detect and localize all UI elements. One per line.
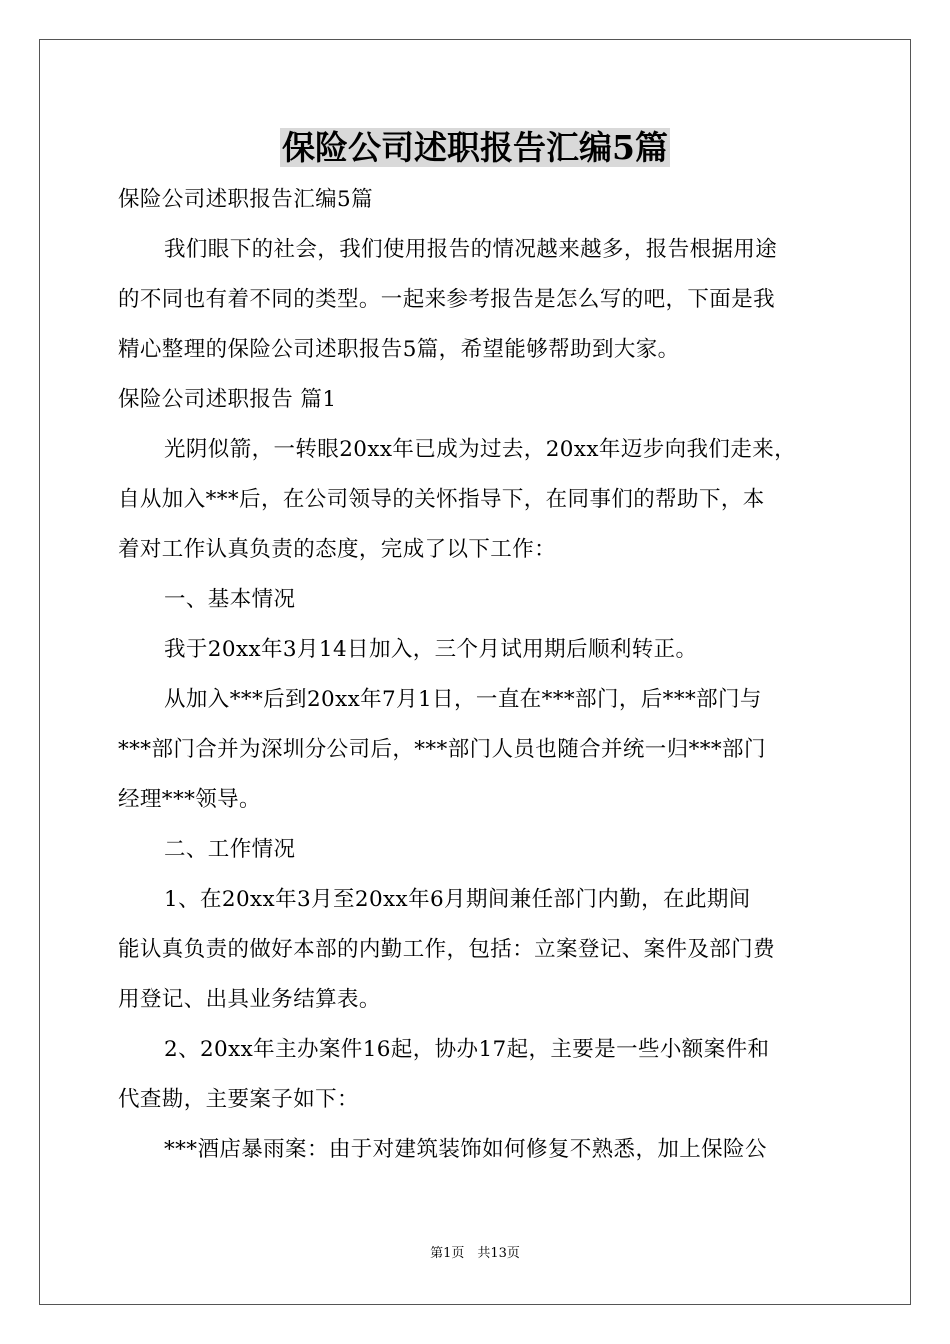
text-line: 一、基本情况 bbox=[164, 587, 296, 612]
text-line: 2、20xx年主办案件16起，协办17起，主要是一些小额案件和 bbox=[164, 1037, 770, 1062]
text-line: 1、在20xx年3月至20xx年6月期间兼任部门内勤，在此期间 bbox=[164, 887, 751, 912]
document-title bbox=[0, 122, 950, 174]
document-title-text: 保险公司述职报告汇编5篇 bbox=[282, 128, 668, 167]
text-line: 能认真负责的做好本部的内勤工作，包括：立案登记、案件及部门费 bbox=[118, 937, 776, 962]
text-line: 着对工作认真负责的态度，完成了以下工作： bbox=[118, 537, 557, 562]
text-line: 从加入***后到20xx年7月1日，一直在***部门，后***部门与 bbox=[164, 687, 762, 712]
text-line: 保险公司述职报告 篇1 bbox=[118, 387, 337, 412]
text-line: 我们眼下的社会，我们使用报告的情况越来越多，报告根据用途 bbox=[164, 237, 778, 262]
text-line: 精心整理的保险公司述职报告5篇，希望能够帮助到大家。 bbox=[118, 337, 680, 362]
text-line: 光阴似箭，一转眼20xx年已成为过去，20xx年迈步向我们走来， bbox=[164, 437, 797, 462]
text-line: 二、工作情况 bbox=[164, 837, 296, 862]
document-body bbox=[118, 175, 838, 1175]
text-line: ***部门合并为深圳分公司后，***部门人员也随合并统一归***部门 bbox=[118, 737, 766, 762]
page-footer: 第1页 共13页 bbox=[430, 1246, 520, 1261]
text-line: 保险公司述职报告汇编5篇 bbox=[118, 187, 373, 212]
text-line: 代查勘，主要案子如下： bbox=[118, 1087, 359, 1112]
text-line: 的不同也有着不同的类型。一起来参考报告是怎么写的吧，下面是我 bbox=[118, 287, 776, 312]
text-line: 自从加入***后，在公司领导的关怀指导下，在同事们的帮助下，本 bbox=[118, 487, 765, 512]
text-line: 经理***领导。 bbox=[118, 787, 261, 812]
text-line: ***酒店暴雨案：由于对建筑装饰如何修复不熟悉，加上保险公 bbox=[164, 1137, 767, 1162]
text-line: 用登记、出具业务结算表。 bbox=[118, 987, 381, 1012]
text-line: 我于20xx年3月14日加入，三个月试用期后顺利转正。 bbox=[164, 637, 698, 662]
